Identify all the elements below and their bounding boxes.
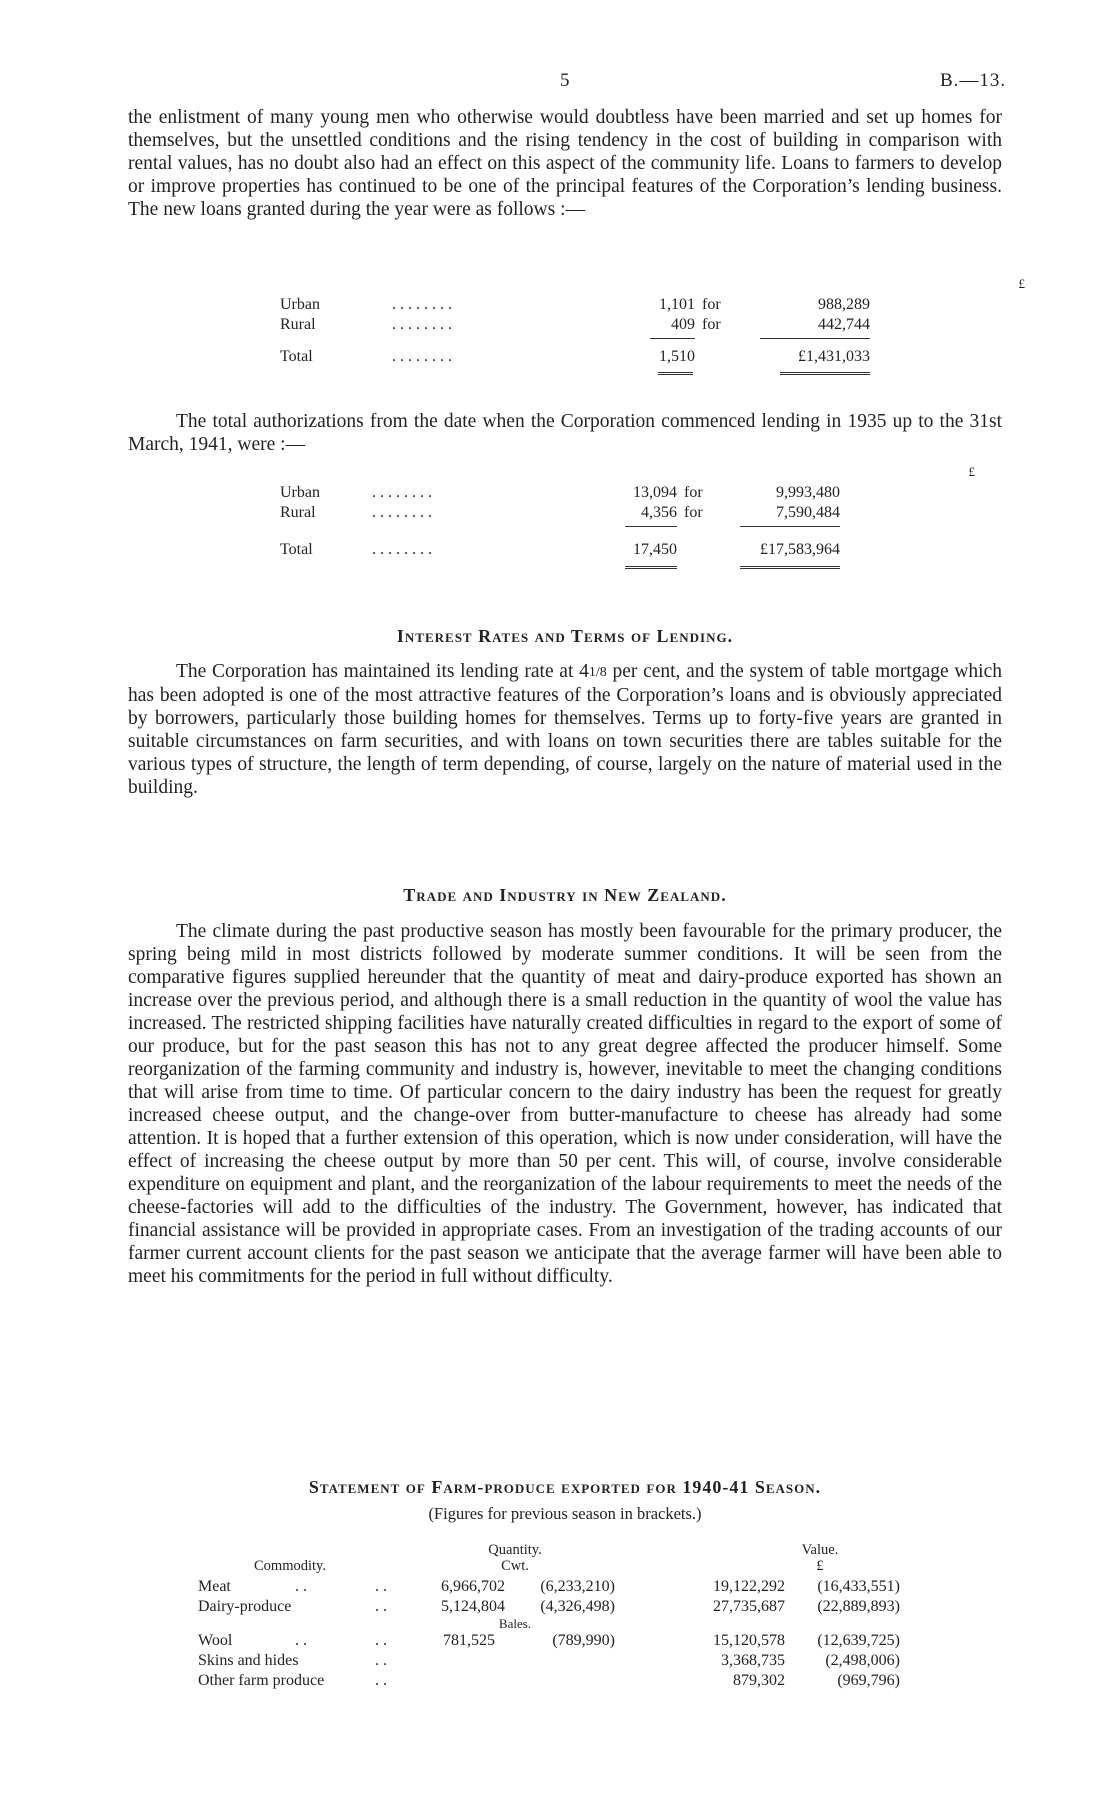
value-previous: (969,796) <box>837 1672 900 1689</box>
leader-dots: . . . . . . . . <box>372 484 432 501</box>
row-dots: . . <box>375 1578 387 1595</box>
row-dots: . . <box>375 1652 387 1669</box>
commodity-name: Meat <box>198 1578 231 1595</box>
page-number: 5 <box>560 70 570 91</box>
loan-count: 13,094 <box>633 484 677 501</box>
paragraph-interest <box>128 660 1002 799</box>
column-header-value: Value. <box>801 1542 839 1558</box>
quantity-previous: (789,990) <box>552 1632 615 1649</box>
total-rule <box>625 566 677 569</box>
row-label: Urban <box>280 484 320 501</box>
paragraph-trade: The climate during the past productive season has mostly been favourable for the primary producer, the spring being mild in most districts followed by moderate summer conditions. It will be seen from the comparative figures supplied hereunder that the quantity of meat and dairy-produce exported has shown an increase over the previous period, and although there is a small reduction in the quantity of wool the value has increased. The restricted shipping facilities have naturally created difficulties in regard to the export of some of our produce, but for the past season this has not to any great degree affected the producer himself. Some reorganization of the farming community and industry is, however, inevitable to meet the changing conditions that will arise from time to time. Of particular concern to the dairy industry has been the request for greatly increased cheese output, and the change-over from butter-manufacture to cheese has already had some attention. It is hoped that a further extension of this operation, which is now under consideration, will have the effect of increasing the cheese output by more than 50 per cent. This will, of course, involve considerable expenditure on equipment and plant, and the reorganization of the labour requirements to meet the needs of the cheese-factories will add to the difficulties of the industry. The Government, however, has indicated that financial assistance will be provided in appropriate cases. From an investigation of the trading accounts of our farmer current account clients for the past season we anticipate that the average farmer will have been able to meet his commitments for the period in full without difficulty. <box>128 921 1002 1287</box>
export-value: 3,368,735 <box>721 1652 785 1669</box>
currency-header: £ <box>968 464 975 479</box>
heading-interest-rates: Interest Rates and Terms of Lending. <box>396 626 734 646</box>
total-count: 17,450 <box>633 541 677 558</box>
total-amount: £1,431,033 <box>798 348 870 365</box>
leader-dots: . . . . . . . . <box>392 296 452 313</box>
paragraph-enlistment: the enlistment of many young men who otherwise would doubtless have been married and set up homes for themselves, but the unsettled conditions and the rising tendency in the cost of building in comparison with rental values, has no doubt also had an effect on this aspect of the community life. Loans to farmers to develop or improve properties has continued to be one of the principal features of the Corporation’s lending business. The new loans granted during the year were as follows :— <box>128 107 1002 220</box>
leader-dots: . . . . . . . . <box>392 316 452 333</box>
total-rule <box>780 372 870 375</box>
total-amount: £17,583,964 <box>760 541 840 558</box>
leader-dots: . . . . . . . . <box>372 504 432 521</box>
total-label: Total <box>280 348 313 365</box>
total-rule <box>740 566 840 569</box>
value-previous: (12,639,725) <box>817 1632 900 1649</box>
for-label: for <box>684 484 703 501</box>
column-header-commodity: Commodity. <box>254 1558 326 1574</box>
value-previous: (16,433,551) <box>817 1578 900 1595</box>
export-value: 27,735,687 <box>713 1598 785 1615</box>
subtotal-rule <box>740 526 840 527</box>
quantity-value: 781,525 <box>443 1632 495 1649</box>
fraction-one-eighth: 1/8 <box>588 665 607 680</box>
value-unit: £ <box>816 1558 824 1574</box>
leader-dots: . . <box>295 1578 307 1595</box>
export-value: 879,302 <box>733 1672 785 1689</box>
commodity-name: Other farm produce <box>198 1672 325 1689</box>
paragraph-authorizations: The total authorizations from the date when the Corporation commenced lending in 1935 up to the 31st March, 1941, were :— <box>128 411 1002 455</box>
leader-dots: . . . . . . . . <box>392 348 452 365</box>
leader-dots: . . . . . . . . <box>372 541 432 558</box>
subtotal-rule <box>625 526 677 527</box>
total-authorizations-table <box>280 464 975 594</box>
row-label: Rural <box>280 316 316 333</box>
row-label: Urban <box>280 296 320 313</box>
row-dots: . . <box>375 1672 387 1689</box>
total-label: Total <box>280 541 313 558</box>
export-value: 19,122,292 <box>713 1578 785 1595</box>
page-header <box>0 70 1114 100</box>
leader-dots: . . <box>295 1632 307 1649</box>
value-previous: (22,889,893) <box>817 1598 900 1615</box>
row-dots: . . <box>375 1632 387 1649</box>
commodity-name: Wool <box>198 1632 233 1649</box>
heading-statement: Statement of Farm-produce exported for 1940-41 Season. <box>308 1477 822 1497</box>
column-header-quantity: Quantity. <box>488 1542 542 1558</box>
currency-header: £ <box>1018 276 1025 291</box>
statement-subtitle: (Figures for previous season in brackets.) <box>428 1504 702 1523</box>
loan-count: 4,356 <box>641 504 677 521</box>
farm-produce-table <box>0 1530 1114 1730</box>
loan-amount: 9,993,480 <box>776 484 840 501</box>
row-dots: . . <box>375 1598 387 1615</box>
loan-amount: 988,289 <box>818 296 870 313</box>
quantity-previous: (6,233,210) <box>540 1578 615 1595</box>
quantity-unit: Cwt. <box>501 1558 529 1574</box>
total-rule <box>658 372 693 375</box>
loan-amount: 442,744 <box>818 316 870 333</box>
loan-amount: 7,590,484 <box>776 504 840 521</box>
interest-text-a: The Corporation has maintained its lending rate at 4 <box>176 661 589 682</box>
subtotal-rule <box>650 338 695 339</box>
total-count: 1,510 <box>659 348 695 365</box>
document-reference: B.—13. <box>940 70 1007 91</box>
for-label: for <box>702 316 721 333</box>
interest-text-b: per cent, and the system of table mortgage which has been adopted is one of the most attractive features of the Corporation’s loans and is obviously appreciated by borrowers, particularly those building homes for themselves. Terms up to forty-five years are granted in suitable circumstances on farm securities, and with loans on town securities there are tables suitable for the various types of structure, the length of term depending, of course, largely on the nature of material used in the building. <box>128 661 1002 798</box>
subtotal-rule <box>760 338 870 339</box>
row-label: Rural <box>280 504 316 521</box>
commodity-name: Skins and hides <box>198 1652 299 1669</box>
heading-trade-industry: Trade and Industry in New Zealand. <box>403 885 727 905</box>
bales-unit: Bales. <box>498 1616 532 1631</box>
for-label: for <box>702 296 721 313</box>
export-value: 15,120,578 <box>713 1632 785 1649</box>
quantity-previous: (4,326,498) <box>540 1598 615 1615</box>
for-label: for <box>684 504 703 521</box>
loan-count: 409 <box>671 316 695 333</box>
loan-count: 1,101 <box>659 296 695 313</box>
commodity-name: Dairy-produce <box>198 1598 292 1615</box>
new-loans-table <box>280 276 1025 391</box>
value-previous: (2,498,006) <box>825 1652 900 1669</box>
quantity-value: 6,966,702 <box>441 1578 505 1595</box>
quantity-value: 5,124,804 <box>441 1598 505 1615</box>
